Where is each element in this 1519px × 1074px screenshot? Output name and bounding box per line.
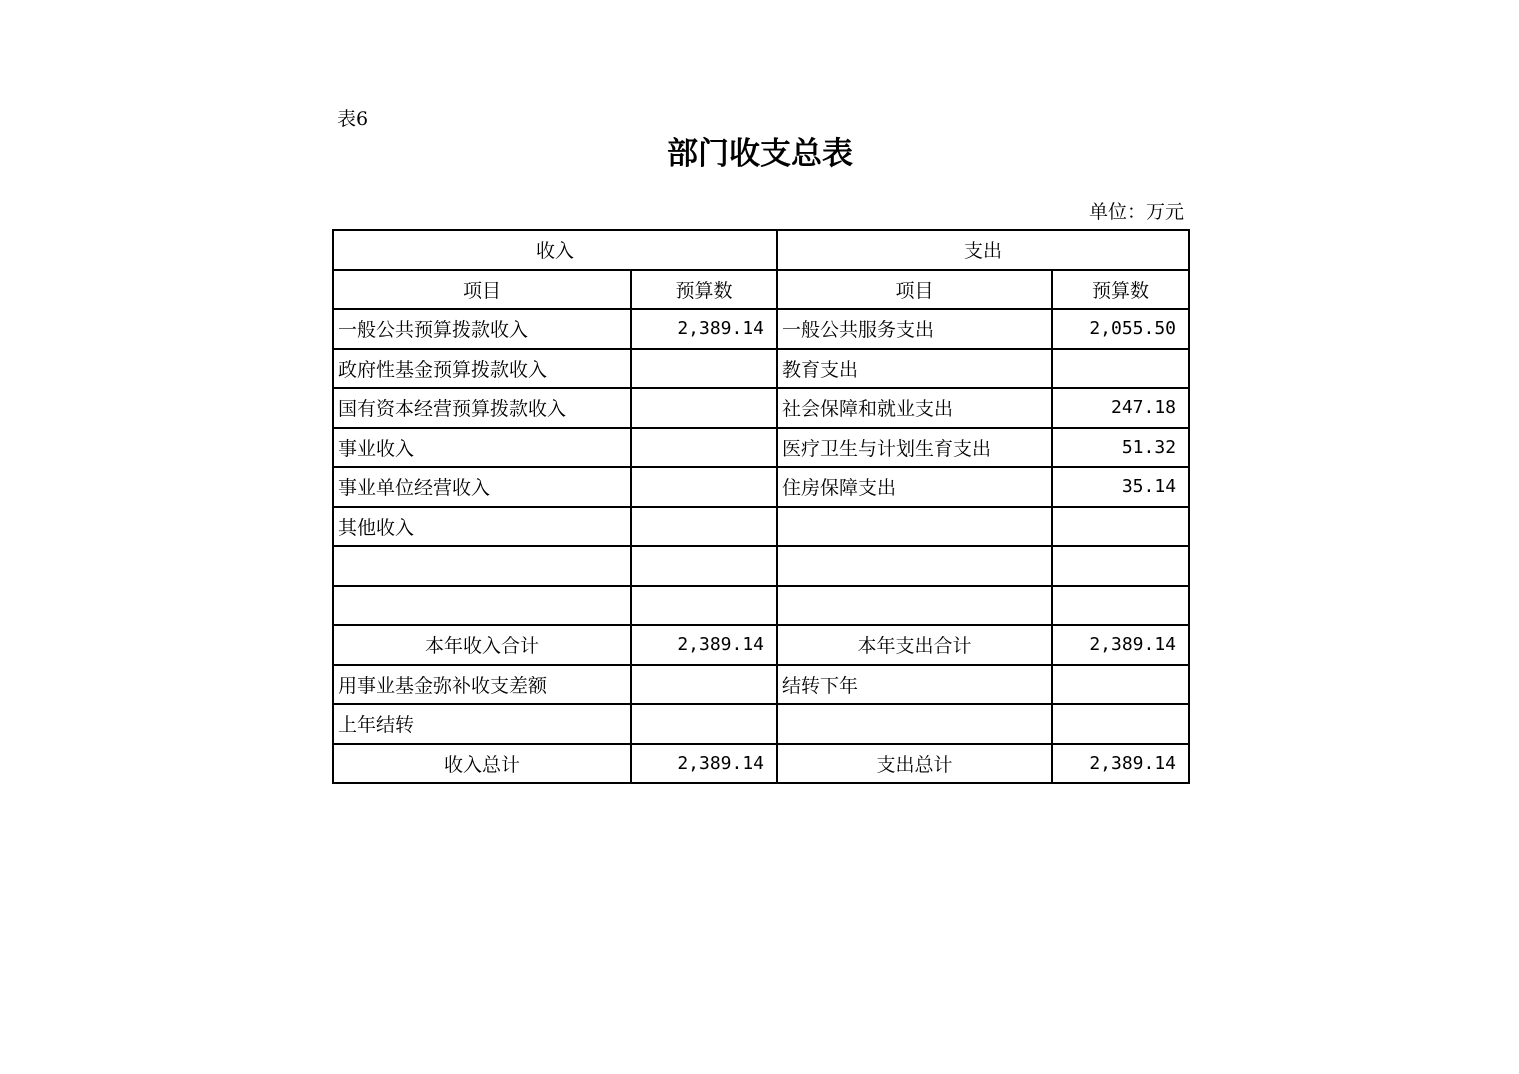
income-value xyxy=(631,388,777,428)
expense-item: 住房保障支出 xyxy=(777,467,1052,507)
budget-table xyxy=(332,229,1190,784)
expense-item: 医疗卫生与计划生育支出 xyxy=(777,428,1052,468)
income-value xyxy=(631,467,777,507)
income-value: 2,389.14 xyxy=(631,309,777,349)
expense-budget-header: 预算数 xyxy=(1052,270,1189,310)
income-item: 上年结转 xyxy=(333,704,631,744)
income-item xyxy=(333,586,631,626)
grand-total-row xyxy=(333,744,1189,784)
income-value xyxy=(631,665,777,705)
expense-item xyxy=(777,704,1052,744)
grand-expense-total-label: 支出总计 xyxy=(777,744,1052,784)
table-row xyxy=(333,507,1189,547)
table-row xyxy=(333,467,1189,507)
expense-value xyxy=(1052,665,1189,705)
income-item: 事业收入 xyxy=(333,428,631,468)
expense-item-header: 项目 xyxy=(777,270,1052,310)
table-row xyxy=(333,428,1189,468)
expense-value: 247.18 xyxy=(1052,388,1189,428)
expense-value xyxy=(1052,586,1189,626)
year-expense-total-label: 本年支出合计 xyxy=(777,625,1052,665)
year-income-total-value: 2,389.14 xyxy=(631,625,777,665)
page-title: 部门收支总表 xyxy=(667,136,853,172)
expense-value: 35.14 xyxy=(1052,467,1189,507)
expense-section-header: 支出 xyxy=(777,230,1189,270)
expense-item xyxy=(777,586,1052,626)
table-row xyxy=(333,546,1189,586)
expense-value xyxy=(1052,704,1189,744)
income-item: 一般公共预算拨款收入 xyxy=(333,309,631,349)
income-value xyxy=(631,507,777,547)
table-row xyxy=(333,704,1189,744)
expense-value: 51.32 xyxy=(1052,428,1189,468)
grand-expense-total-value: 2,389.14 xyxy=(1052,744,1189,784)
expense-value xyxy=(1052,546,1189,586)
income-value xyxy=(631,586,777,626)
year-total-row xyxy=(333,625,1189,665)
expense-item xyxy=(777,546,1052,586)
expense-item xyxy=(777,507,1052,547)
table-number: 表6 xyxy=(337,108,369,130)
expense-item: 一般公共服务支出 xyxy=(777,309,1052,349)
expense-item: 社会保障和就业支出 xyxy=(777,388,1052,428)
income-value xyxy=(631,704,777,744)
grand-income-total-label: 收入总计 xyxy=(333,744,631,784)
table-row xyxy=(333,349,1189,389)
income-item: 其他收入 xyxy=(333,507,631,547)
income-item xyxy=(333,546,631,586)
income-value xyxy=(631,428,777,468)
column-header-row xyxy=(333,270,1189,310)
income-value xyxy=(631,349,777,389)
expense-value xyxy=(1052,349,1189,389)
income-item: 国有资本经营预算拨款收入 xyxy=(333,388,631,428)
year-expense-total-value: 2,389.14 xyxy=(1052,625,1189,665)
year-income-total-label: 本年收入合计 xyxy=(333,625,631,665)
table-row xyxy=(333,586,1189,626)
income-value xyxy=(631,546,777,586)
income-budget-header: 预算数 xyxy=(631,270,777,310)
income-item: 事业单位经营收入 xyxy=(333,467,631,507)
expense-value xyxy=(1052,507,1189,547)
unit-label: 单位：万元 xyxy=(1088,201,1184,223)
table-row xyxy=(333,309,1189,349)
grand-income-total-value: 2,389.14 xyxy=(631,744,777,784)
table-row xyxy=(333,665,1189,705)
section-header-row xyxy=(333,230,1189,270)
income-item: 用事业基金弥补收支差额 xyxy=(333,665,631,705)
income-item: 政府性基金预算拨款收入 xyxy=(333,349,631,389)
expense-value: 2,055.50 xyxy=(1052,309,1189,349)
expense-item: 结转下年 xyxy=(777,665,1052,705)
expense-item: 教育支出 xyxy=(777,349,1052,389)
table-row xyxy=(333,388,1189,428)
income-section-header: 收入 xyxy=(333,230,777,270)
income-item-header: 项目 xyxy=(333,270,631,310)
